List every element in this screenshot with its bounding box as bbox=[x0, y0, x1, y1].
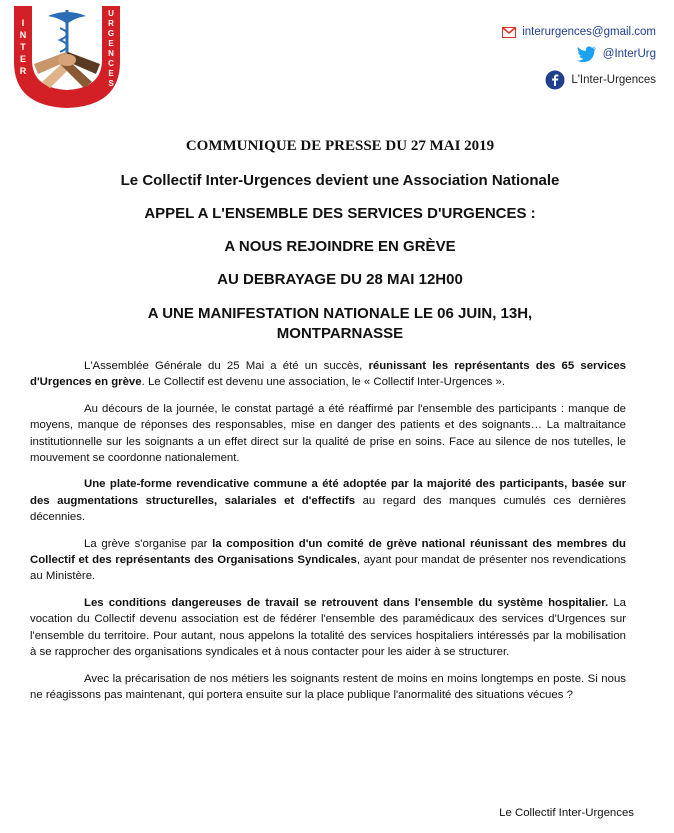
svg-text:E: E bbox=[108, 69, 114, 78]
svg-text:U: U bbox=[108, 9, 114, 18]
paragraph-text: , ayant pour mandat de présenter nos revendications au Ministère. bbox=[30, 554, 626, 583]
gmail-icon bbox=[502, 27, 516, 38]
paragraph-assemblee bbox=[30, 358, 626, 391]
facebook-icon bbox=[545, 70, 565, 90]
paragraph-emphasis: Les conditions dangereuses de travail se retrouvent dans l'ensemble du système hospitalier. bbox=[84, 596, 609, 609]
paragraph-text: La vocation du Collectif devenu association est de fédérer l'ensemble des paramédicaux des services d'Urgences sur l'ensemble du territoire. Pour autant, nous appelons la totalité des services hospitaliers intéressés par la mobilisation à se rapprocher des organisations syndicales et à nous contacter pour les aider à se structurer. bbox=[30, 596, 626, 659]
demonstration-heading-line2: MONTPARNASSE bbox=[276, 325, 404, 342]
paragraph-text: Avec la précarisation de nos métiers les soignants restent de moins en moins longtemps en poste. Si nous ne réagissons pas maintenant, qui portera ensuite sur la place publique l'anormalité des situations vécues ? bbox=[30, 672, 626, 701]
demonstration-heading-line1: A UNE MANIFESTATION NATIONALE LE 06 JUIN, 13H, bbox=[147, 305, 533, 322]
walkout-heading: AU DEBRAYAGE DU 28 MAI 12H00 bbox=[217, 271, 463, 288]
svg-text:N: N bbox=[108, 49, 114, 58]
twitter-icon bbox=[577, 46, 597, 62]
paragraph-plateforme bbox=[30, 476, 626, 525]
paragraph-text: L'Assemblée Générale du 25 Mai a été un succès, bbox=[84, 360, 369, 372]
svg-text:N: N bbox=[19, 30, 27, 40]
paragraph-emphasis: la composition d'un comité de grève national réunissant des membres du Collectif et des représentants des Organisations Syndicales bbox=[30, 537, 626, 567]
paragraph-text: . Le Collectif est devenu une association, le « Collectif Inter-Urgences ». bbox=[141, 376, 506, 389]
twitter-contact[interactable] bbox=[416, 46, 656, 62]
paragraph-comite bbox=[30, 536, 626, 585]
svg-text:R: R bbox=[108, 19, 114, 28]
paragraph-precarisation bbox=[30, 671, 626, 704]
paragraph-emphasis: réunissant les représentants des 65 services d'Urgences en grève bbox=[30, 360, 626, 389]
paragraph-constat bbox=[30, 401, 626, 467]
paragraph-emphasis: Une plate-forme revendicative commune a été adoptée par la majorité des participants, basée sur des augmentations structurelles, salariales et d'effectifs bbox=[30, 478, 626, 507]
contact-block bbox=[416, 26, 656, 98]
svg-text:E: E bbox=[19, 54, 27, 64]
press-release-headings bbox=[40, 138, 640, 344]
twitter-handle[interactable]: @InterUrg bbox=[602, 48, 656, 60]
press-release-body bbox=[30, 358, 626, 713]
strike-heading: A NOUS REJOINDRE EN GRÈVE bbox=[224, 238, 456, 255]
svg-text:T: T bbox=[20, 42, 26, 52]
association-subtitle: Le Collectif Inter-Urgences devient une Association Nationale bbox=[120, 172, 560, 189]
email-address[interactable]: interurgences@gmail.com bbox=[522, 26, 656, 38]
signature: Le Collectif Inter-Urgences bbox=[499, 807, 634, 819]
svg-text:S: S bbox=[108, 79, 114, 88]
paragraph-text: La grève s'organise par bbox=[84, 537, 213, 550]
paragraph-text: Au décours de la journée, le constat partagé a été réaffirmé par l'ensemble des participants : manque de moyens, manque de réponses des responsables, mise en danger des patients et des soignants… La maltraitance institutionnelle sur les soignants a un effet direct sur la qualité de prise en soins. Face au silence de nos tutelles, le mouvement se coordonne nationalement. bbox=[30, 402, 626, 465]
svg-text:E: E bbox=[108, 39, 114, 48]
facebook-contact[interactable] bbox=[416, 70, 656, 90]
svg-text:C: C bbox=[108, 59, 114, 68]
paragraph-conditions bbox=[30, 595, 626, 661]
paragraph-text: au regard des manques cumulés ces dernières décennies. bbox=[30, 494, 627, 524]
email-contact[interactable] bbox=[416, 26, 656, 38]
svg-text:R: R bbox=[19, 66, 27, 76]
inter-urgences-logo bbox=[8, 2, 126, 112]
logo-emblem bbox=[8, 2, 126, 112]
facebook-page[interactable]: L'Inter-Urgences bbox=[571, 74, 656, 86]
press-release-title: COMMUNIQUE DE PRESSE DU 27 MAI 2019 bbox=[185, 138, 495, 154]
svg-text:I: I bbox=[21, 18, 25, 28]
appeal-heading: APPEL A L'ENSEMBLE DES SERVICES D'URGENCES : bbox=[144, 205, 536, 222]
svg-text:G: G bbox=[107, 29, 115, 38]
